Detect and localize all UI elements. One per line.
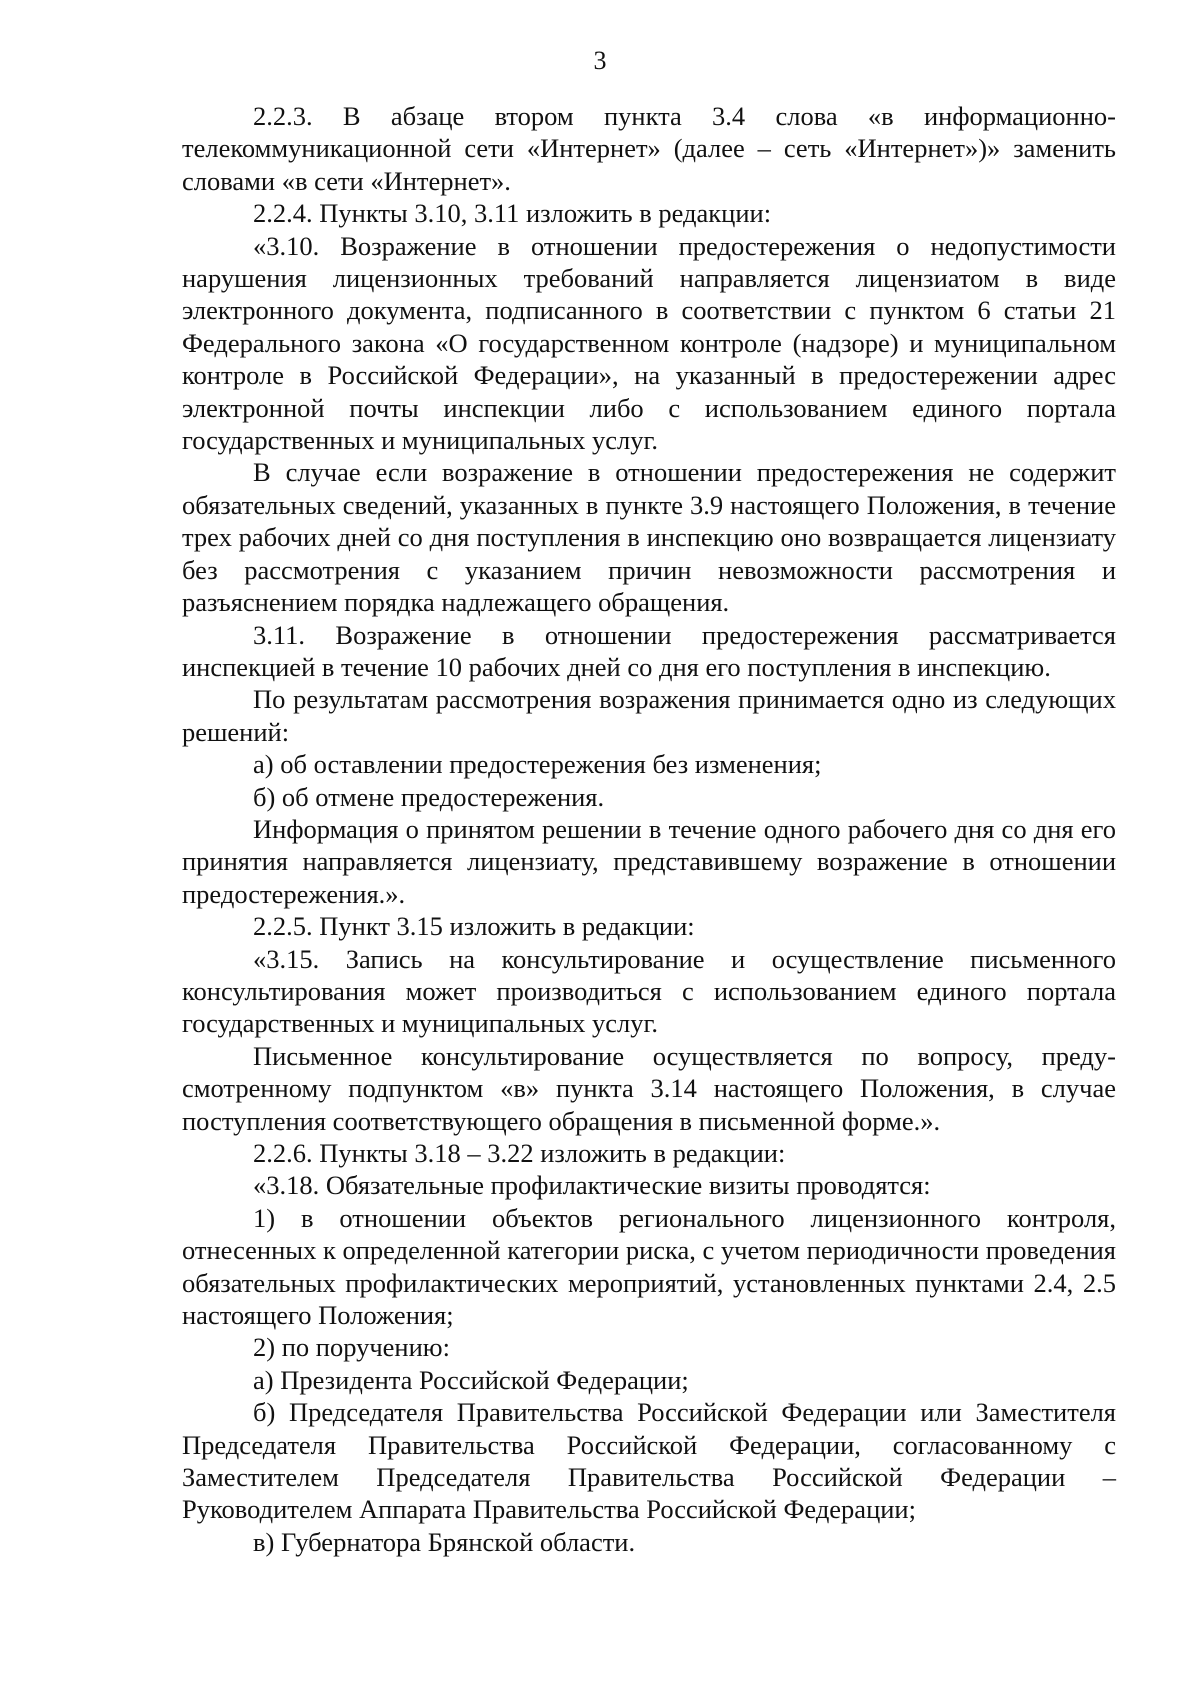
paragraph-3-18: «3.18. Обязательные профилактические визиты проводятся: (253, 1170, 931, 1201)
document-body (182, 100, 1116, 1558)
list-item-1-risk-category: 1) в отношении объектов регионального лицензионного контроля, отнесенных к определенной категории риска, с учетом периодичности проведения обязательных профилактических мероприятий, установленных пунктами 2.4, 2.5 настоящего Положения; (182, 1202, 1116, 1331)
paragraph-3-15: «3.15. Запись на консультирование и осуществление письменного консультирования может производиться с использованием единого портала государственных и муниципальных услуг. (182, 943, 1116, 1039)
list-item-v-governor: в) Губернатора Брянской области. (253, 1526, 636, 1557)
paragraph-3-10-objection-incomplete: В случае если возражение в отношении предостережения не содержит обязательных сведений, указанных в пункте 3.9 настоящего Положения, в течение трех рабочих дней со дня поступления в инспекцию оно возвращается лицензиату без рассмотрения с указанием причин невозможности рассмотрения и разъяснением порядка надлежащего обращения. (182, 457, 1116, 618)
paragraph-2-2-5: 2.2.5. Пункт 3.15 изложить в редакции: (253, 911, 695, 942)
paragraph-3-15-written-consulting: Письменное консультирование осуществляется по вопросу, предусмотренному подпунктом «в» пункта 3.14 настоящего Положения, в случае поступления соответствующего обращения в письменной форме.». (182, 1040, 1116, 1136)
page-number: 3 (593, 46, 607, 75)
list-item-a-keep-warning: а) об оставлении предостережения без изменения; (253, 749, 822, 780)
list-item-a-president: а) Президента Российской Федерации; (253, 1364, 689, 1395)
paragraph-3-11-decisions: По результатам рассмотрения возражения принимается одно из следующих решений: (182, 684, 1116, 747)
paragraph-2-2-4: 2.2.4. Пункты 3.10, 3.11 изложить в редакции: (253, 198, 772, 229)
list-item-2-by-order: 2) по поручению: (253, 1332, 450, 1363)
list-item-b-cancel-warning: б) об отмене предостережения. (253, 781, 605, 812)
paragraph-3-11: 3.11. Возражение в отношении предостережения рассматривается инспекцией в течение 10 рабочих дней со дня его поступления в инспекцию. (182, 619, 1116, 682)
paragraph-3-10: «3.10. Возражение в отношении предостережения о недопустимости нарушения лицензионных требований направляется лицензиатом в виде электронного документа, подписанного в соответствии с пунктом 6 статьи 21 Федерального закона «О государственном контроле (надзоре) и муниципальном контроле в Российской Федерации», на указанный в предостережении адрес электронной почты инспекции либо с использованием единого портала государственных и муниципальных услуг. (182, 230, 1116, 456)
paragraph-2-2-6: 2.2.6. Пункты 3.18 – 3.22 изложить в редакции: (253, 1138, 786, 1168)
paragraph-2-2-3: 2.2.3. В абзаце втором пункта 3.4 слова «в информационно-телекоммуникационной сети «Интернет» (далее – сеть «Интернет»)» заменить словами «в сети «Интернет». (182, 101, 1116, 196)
paragraph-3-11-notification: Информация о принятом решении в течение одного рабочего дня со дня его принятия направляется лицензиату, представившему возражение в отношении предостережения.». (182, 813, 1116, 909)
list-item-b-chairman: б) Председателя Правительства Российской Федерации или Заместителя Председателя Правительства Российской Федерации, согласованному с Заместителем Председателя Правительства Российской Федерации – Руководителем Аппарата Правительства Российской Федерации; (182, 1397, 1116, 1525)
